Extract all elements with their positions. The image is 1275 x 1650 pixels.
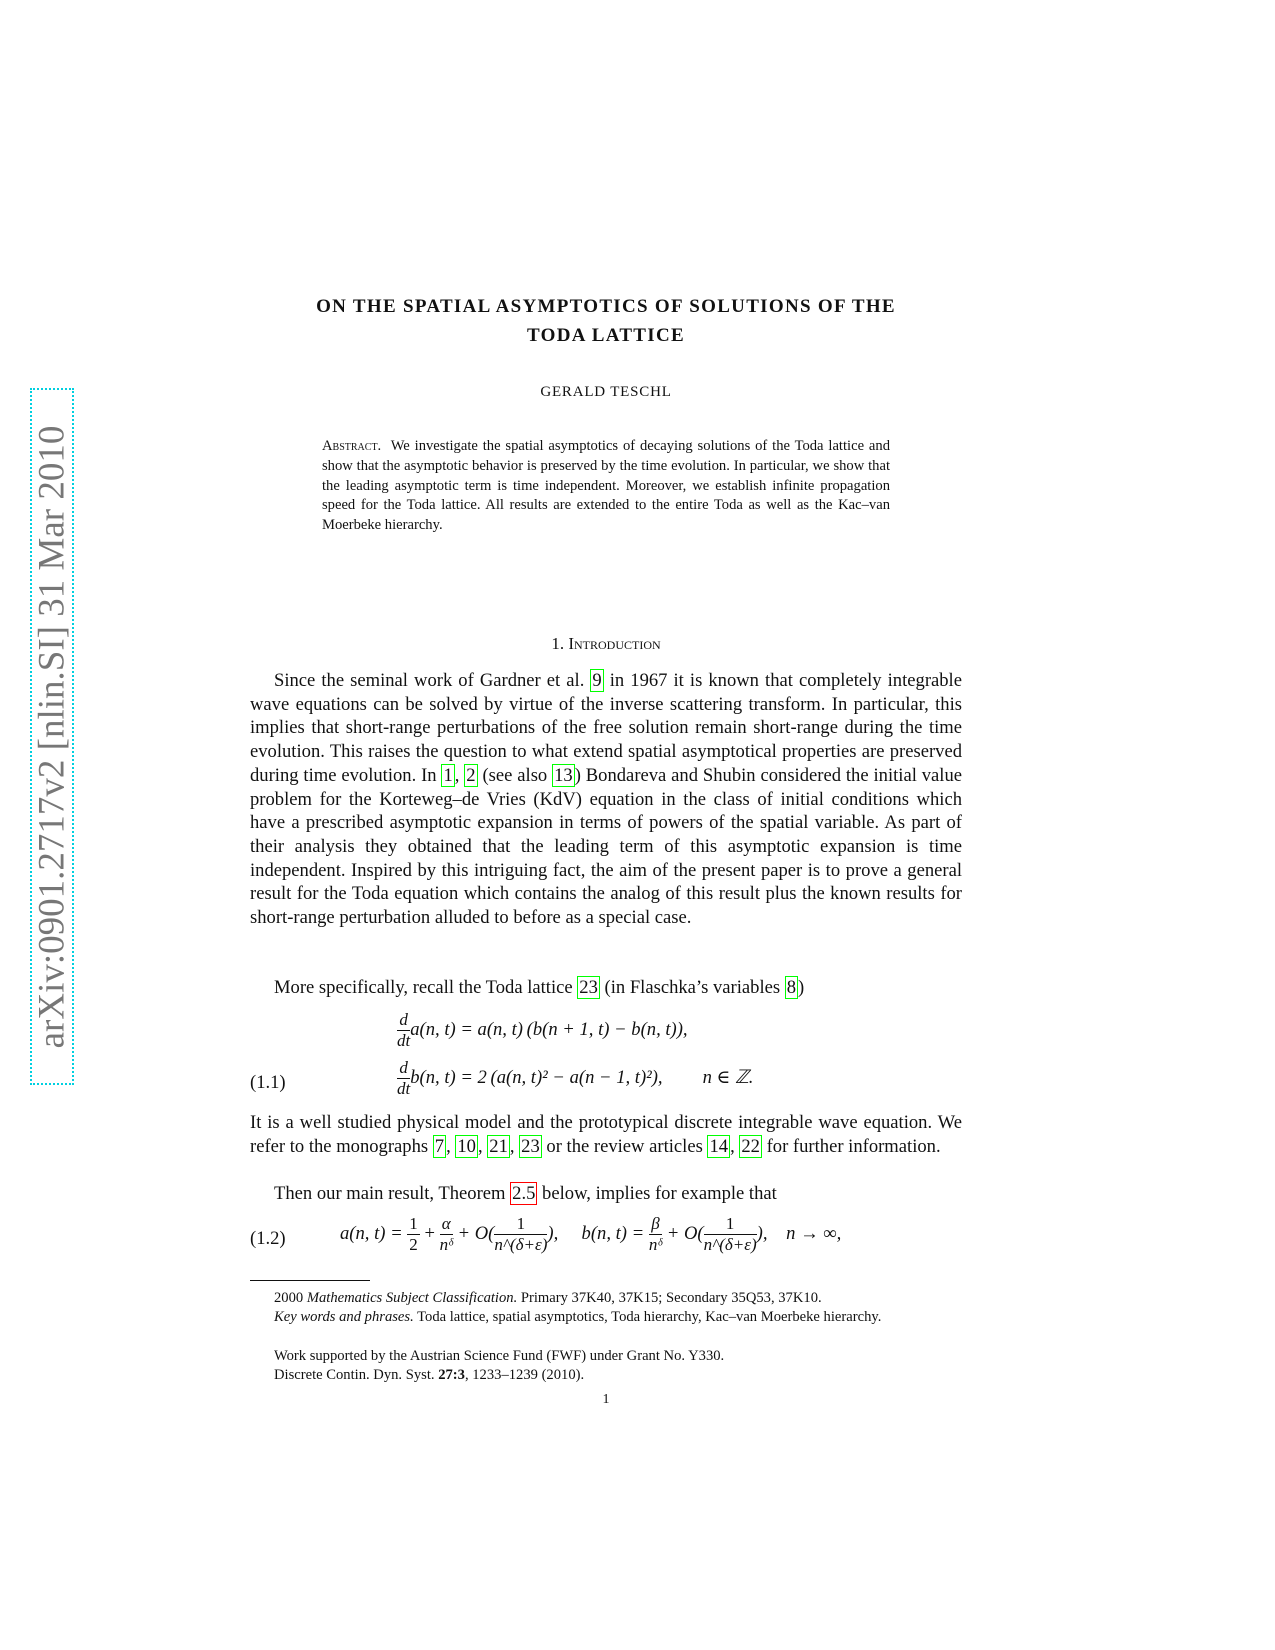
paragraph <box>250 1111 962 1158</box>
text: , <box>454 764 465 786</box>
text: It is a well studied physical model and the prototypical discrete integrable wave equation. We refer to the monographs <box>250 1112 962 1157</box>
text: ) <box>798 977 805 998</box>
arxiv-stamp <box>30 388 74 1085</box>
title-line: ON THE SPATIAL ASYMPTOTICS OF SOLUTIONS OF THE <box>316 296 896 317</box>
text: (in Flaschka’s variables <box>599 977 785 998</box>
equation-1-1a: $\frac{d}{dt}$ a(n, t) = a(n, t) (b(n + 1, t) − b(n, t)), <box>397 1010 688 1050</box>
equation-1-1b: $\frac{d}{dt}$ b(n, t) = 2 (a(n, t)² − a(n − 1, t)²), n ∈ ℤ. <box>397 1058 754 1098</box>
text: , <box>477 1135 488 1157</box>
text: More specifically, recall the Toda lattice <box>274 977 578 998</box>
text: , <box>730 1135 740 1157</box>
text: below, implies for example that <box>537 1183 777 1204</box>
citation-link[interactable]: 22 <box>741 1135 760 1157</box>
footnote-msc: 2000 Mathematics Subject Classification. Primary 37K40, 37K15; Secondary 35Q53, 37K10. <box>274 1290 822 1306</box>
citation-link[interactable]: 13 <box>554 764 573 786</box>
citation-link[interactable]: 7 <box>434 1135 445 1157</box>
text: in 1967 it is known that completely integrable wave equations can be solved by virtue of the inverse scattering transform. In particular, this implies that short-range perturbations of the free solution remain short-range during the time evolution. This raises the question to what extend spatial asymptotical properties are preserved during time evolution. In <box>250 670 962 786</box>
citation-link[interactable]: 10 <box>457 1135 476 1157</box>
citation-link[interactable]: 1 <box>443 764 453 786</box>
paragraph <box>250 976 962 1000</box>
abstract <box>322 437 890 536</box>
section-heading: 1. Introduction <box>551 634 661 653</box>
theorem-link[interactable]: 2.5 <box>512 1183 536 1204</box>
text: for further information. <box>761 1135 941 1157</box>
equation-number: (1.2) <box>250 1228 286 1249</box>
equation-number: (1.1) <box>250 1072 286 1093</box>
abstract-text: We investigate the spatial asymptotics of decaying solutions of the Toda lattice and show that the asymptotic behavior is preserved by the time evolution. In particular, we show that the leading asymptotic term is time independent. Moreover, we establish infinite propagation speed for the Toda lattice. All results are extended to the entire Toda as well as the Kac–van Moerbeke hierarchy. <box>322 438 890 534</box>
citation-link[interactable]: 23 <box>521 1135 540 1157</box>
equation-1-2: a(n, t) = $\frac{1}{2}$ + $\frac{\alpha}{\text{nᵟ}}$ + O( $\frac{1}{n\^{}(\delta+\varepsilon)}$ ), b(n, t) = $\frac{\beta}{\text{nᵟ}}$ + O( $\frac{1}{n\^{}(\delta+\varepsilon)}$ ), n → ∞, <box>340 1214 842 1254</box>
arxiv-id: arXiv:0901.2717v2 [nlin.SI] 31 Mar 2010 <box>31 425 73 1048</box>
citation-link[interactable]: 8 <box>786 977 797 998</box>
footnote-support: Work supported by the Austrian Science Fund (FWF) under Grant No. Y330. <box>274 1348 725 1364</box>
text: Then our main result, Theorem <box>274 1183 511 1204</box>
footnote-keywords: Key words and phrases. Toda lattice, spatial asymptotics, Toda hierarchy, Kac–van Moerbeke hierarchy. <box>274 1309 882 1325</box>
text: ) Bondareva and Shubin considered the initial value problem for the Korteweg–de Vries (KdV) equation in the class of initial conditions which have a prescribed asymptotic expansion in terms of powers of the spatial variable. As part of their analysis they obtained that the leading term of this asymptotic expansion is time independent. Inspired by this intriguing fact, the aim of the present paper is to prove a general result for the Toda equation which contains the analog of this result plus the known results for short-range perturbation alluded to before as a special case. <box>250 764 962 929</box>
text: , <box>446 1135 456 1157</box>
title-line: TODA LATTICE <box>527 325 685 346</box>
paragraph <box>250 669 962 930</box>
paper-title <box>250 292 962 350</box>
text: Since the seminal work of Gardner et al. <box>274 670 591 691</box>
author: GERALD TESCHL <box>540 384 672 400</box>
text: or the review articles <box>541 1135 708 1157</box>
citation-link[interactable]: 2 <box>466 764 476 786</box>
footnote-rule <box>250 1280 370 1281</box>
citation-link[interactable]: 21 <box>489 1135 508 1157</box>
paragraph <box>250 1182 962 1206</box>
text: , <box>509 1135 520 1157</box>
abstract-label: Abstract. <box>322 438 382 454</box>
citation-link[interactable]: 14 <box>709 1135 729 1157</box>
citation-link[interactable]: 9 <box>592 670 602 691</box>
page-number: 1 <box>602 1392 610 1407</box>
text: (see also <box>477 764 553 786</box>
footnote-journal: Discrete Contin. Dyn. Syst. 27:3, 1233–1239 (2010). <box>274 1367 585 1383</box>
citation-link[interactable]: 23 <box>579 977 598 998</box>
